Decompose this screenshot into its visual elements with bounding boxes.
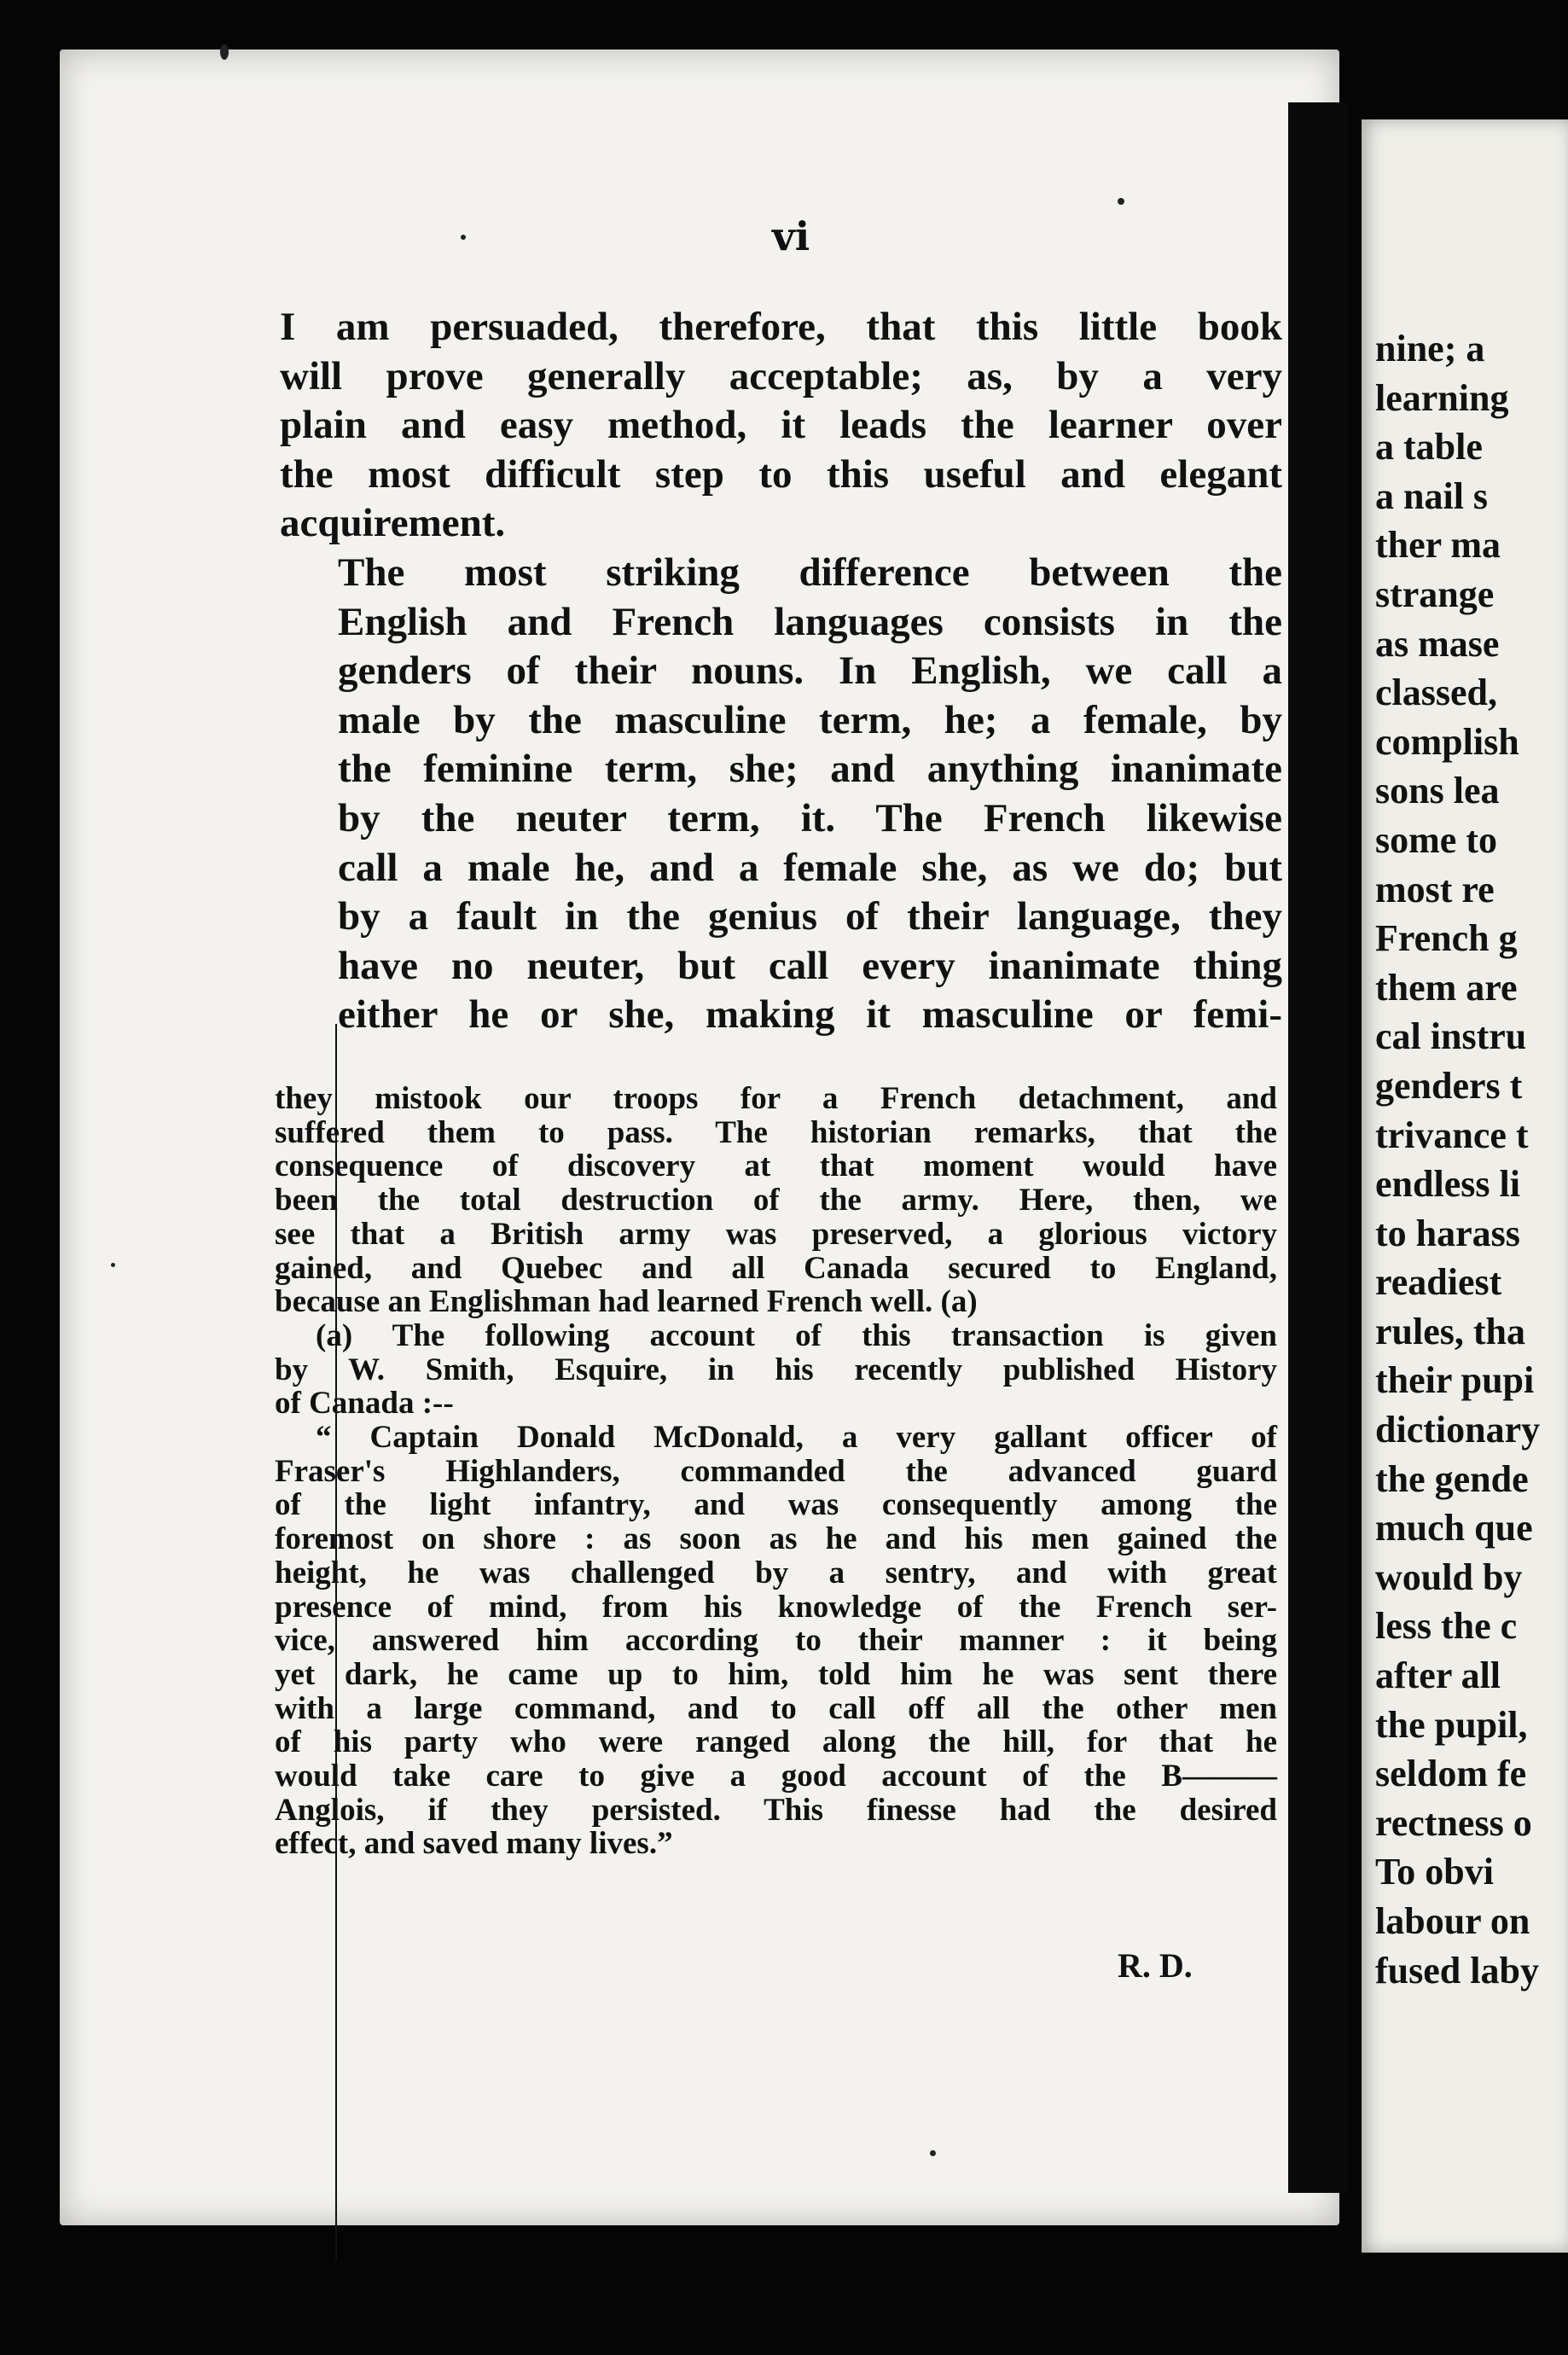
text-line: call a male he, and a female she, as we do; but [338,845,1282,890]
text-line: rectness o [1375,1801,1532,1844]
text-line: gained, and Quebec and all Canada secured to England, [275,1250,1277,1286]
text-line: male by the masculine term, he; a female, by [338,697,1282,742]
text-line: consequence of discovery at that moment would have [275,1148,1277,1184]
text-line: their pupi [1375,1359,1535,1402]
text-line: (a) The following account of this transaction is given [316,1317,1277,1353]
text-line: plain and easy method, it leads the learner over [280,403,1282,448]
text-line: the feminine term, she; and anything inanimate [338,747,1282,792]
text-line: have no neuter, but call every inanimate thing [338,943,1282,988]
text-line: suffered them to pass. The historian remarks, that the [275,1114,1277,1150]
text-line: by the neuter term, it. The French likewise [338,795,1282,840]
text-line: fused laby [1375,1949,1539,1992]
text-line: by a fault in the genius of their language, they [338,894,1282,939]
text-line: cal instru [1375,1015,1527,1058]
text-line: complish [1375,720,1519,763]
text-line: see that a British army was preserved, a glorious victory [275,1216,1277,1252]
text-line: some to [1375,818,1497,861]
text-line: a nail s [1375,474,1489,517]
text-line: height, he was challenged by a sentry, and with great [275,1555,1277,1590]
scan-speck [111,1263,115,1267]
text-line: seldom fe [1375,1753,1527,1795]
main-text [280,303,1282,1040]
text-line: sons lea [1375,770,1500,812]
scan-speck [461,235,466,240]
main-paragraph-1 [280,303,1282,549]
text-line: learning [1375,376,1509,419]
page-number: vi [772,213,810,259]
text-line: the most difficult step to this useful and elegant [280,451,1282,497]
text-line: “ Captain Donald McDonald, a very gallant officer of [316,1420,1277,1456]
text-line: of his party who were ranged along the hill, for that he [275,1724,1277,1760]
text-line: yet dark, he came up to him, told him he was sent there [275,1656,1277,1692]
text-line: much que [1375,1507,1533,1550]
text-line: genders t [1375,1064,1523,1107]
footnote-paragraph-1 [275,1082,1277,1319]
text-line: Anglois, if they persisted. This finesse had the desired [275,1792,1277,1828]
scan-speck [1118,198,1124,205]
text-line: of Canada :-- [275,1386,454,1422]
text-line: will prove generally acceptable; as, by a very [280,353,1282,398]
text-line: a table [1375,426,1483,468]
text-line: because an Englishman had learned French well. (a) [275,1284,978,1320]
text-line: less the c [1375,1605,1518,1648]
footnote-paragraph-3 [275,1421,1277,1861]
text-line: labour on [1375,1900,1530,1942]
text-line: French g [1375,917,1518,960]
scan-speck [930,2150,936,2156]
footnote-text [275,1082,1277,1861]
right-page-text [1375,324,1568,1995]
text-line: nine; a [1375,328,1485,369]
footnote-paragraph-2 [275,1319,1277,1421]
text-line: strange [1375,573,1495,615]
text-line: of the light infantry, and was consequently among the [275,1487,1277,1523]
text-line: readiest [1375,1261,1502,1304]
text-line: The most striking difference between the [338,550,1282,595]
text-line: either he or she, making it masculine or femi- [338,992,1282,1038]
text-line: with a large command, and to call off all the other men [275,1690,1277,1726]
text-line: the pupil, [1375,1703,1528,1746]
text-line: rules, tha [1375,1310,1525,1352]
text-line: classed, [1375,672,1497,714]
text-line: effect, and saved many lives.” [275,1826,673,1862]
text-line: Fraser's Highlanders, commanded the advanced guard [275,1453,1277,1489]
book-gutter [1288,102,1348,2193]
text-line: dictionary [1375,1409,1541,1451]
text-line: acquirement. [280,501,506,546]
text-line: genders of their nouns. In English, we call a [338,648,1282,694]
text-line: vice, answered him according to their manner : it being [275,1623,1277,1659]
text-line: To obvi [1375,1851,1495,1893]
text-line: as mase [1375,622,1500,665]
text-line: the gende [1375,1457,1529,1500]
text-line: presence of mind, from his knowledge of the French ser- [275,1589,1277,1625]
text-line: foremost on shore : as soon as he and his men gained the [275,1521,1277,1557]
scan-speck [220,44,229,60]
author-initials: R. D. [1118,1946,1193,1985]
text-line: they mistook our troops for a French detachment, and [275,1081,1277,1116]
text-line: endless li [1375,1163,1520,1206]
text-line: I am persuaded, therefore, that this little book [280,305,1282,349]
text-line: been the total destruction of the army. Here, then, we [275,1183,1277,1218]
text-line: after all [1375,1654,1501,1697]
text-line: most re [1375,868,1495,910]
text-line: would take care to give a good account of the B——— [275,1759,1277,1794]
text-line: them are [1375,966,1518,1009]
text-line: ther ma [1375,524,1501,567]
main-paragraph-2 [280,549,1282,1040]
text-line: trivance t [1375,1114,1529,1156]
text-line: English and French languages consists in the [338,599,1282,644]
text-line: by W. Smith, Esquire, in his recently published History [275,1352,1277,1387]
text-line: would by [1375,1555,1523,1598]
text-line: to harass [1375,1212,1520,1254]
